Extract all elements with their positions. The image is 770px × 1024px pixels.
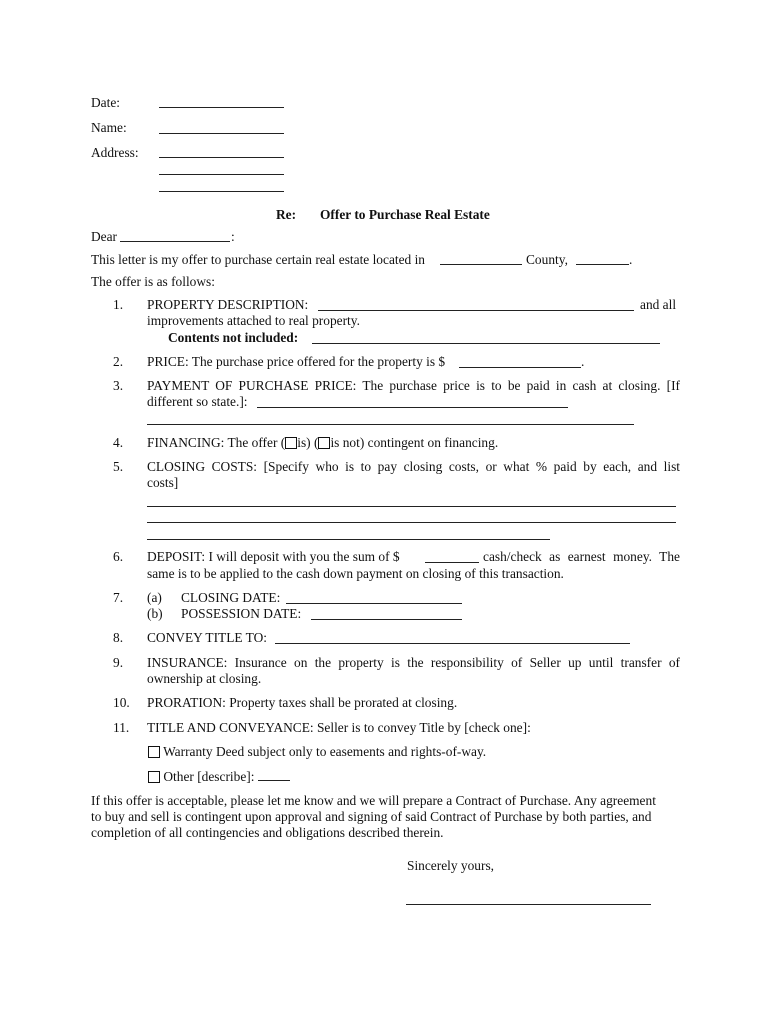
location-field[interactable] [440,264,522,265]
convey-title-label: CONVEY TITLE TO: [147,630,268,645]
item-6-number: 6. [113,549,124,564]
convey-title-field[interactable] [275,643,630,644]
deposit-amount-field[interactable] [425,562,479,563]
address-field-line-1[interactable] [159,157,284,158]
recipient-name-field[interactable] [120,241,230,242]
item-6-line-2: same is to be applied to the cash down payment on closing of this transaction. [147,566,564,581]
financing-is-not-checkbox[interactable] [318,437,330,449]
closing-paragraph-line-3: completion of all contingencies and obligations described therein. [91,825,444,840]
item-5-number: 5. [113,459,124,474]
closing-paragraph-line-1: If this offer is acceptable, please let me know and we will prepare a Contract of Purchase. Any agreement [91,793,656,808]
address-field-line-3[interactable] [159,191,284,192]
item-7b-label: (b) [147,606,163,621]
item-1-continuation: improvements attached to real property. [147,313,360,328]
item-9-line-2: ownership at closing. [147,671,262,686]
date-label: Date: [91,95,120,110]
item-2-end: . [581,354,585,369]
closing-costs-field-1[interactable] [147,506,676,507]
intro-offer-text: The offer is as follows: [91,274,215,289]
item-2-text: PRICE: The purchase price offered for the property is $ [147,354,446,369]
name-field[interactable] [159,133,284,134]
payment-details-field-1[interactable] [257,407,568,408]
item-4-number: 4. [113,435,124,450]
intro-text: This letter is my offer to purchase certain real estate located in [91,252,426,267]
item-10-text: PRORATION: Property taxes shall be prorated at closing. [147,695,458,710]
intro-period: . [629,252,633,267]
item-7-number: 7. [113,590,124,605]
salutation-colon: : [231,229,235,244]
county-label: County, [526,252,568,267]
name-label: Name: [91,120,127,135]
re-label: Re: [276,207,297,222]
item-1-label: PROPERTY DESCRIPTION: [147,297,309,312]
possession-date-label: POSSESSION DATE: [181,606,302,621]
item-9-line-1: INSURANCE: Insurance on the property is the responsibility of Seller up until transfer of [147,655,680,670]
closing-date-label: CLOSING DATE: [181,590,281,605]
item-6-text-b: cash/check as earnest money. The [483,549,680,564]
contents-not-included-label: Contents not included: [168,330,299,345]
item-4-text-a: FINANCING: The offer ( [147,435,286,450]
possession-date-field[interactable] [311,619,462,620]
closing-paragraph-line-2: to buy and sell is contingent upon approval and signing of said Contract of Purchase by both parties, and [91,809,652,824]
item-2-number: 2. [113,354,124,369]
document-title: Offer to Purchase Real Estate [320,207,490,222]
item-1-number: 1. [113,297,124,312]
address-label: Address: [91,145,139,160]
item-7a-label: (a) [147,590,162,605]
item-6-text-a: DEPOSIT: I will deposit with you the sum of $ [147,549,400,564]
other-label: Other [describe]: [163,769,255,784]
other-checkbox[interactable] [148,771,160,783]
price-field[interactable] [459,367,581,368]
warranty-deed-label: Warranty Deed subject only to easements and rights-of-way. [163,744,487,759]
signature-field[interactable] [406,904,651,905]
item-9-number: 9. [113,655,124,670]
item-5-line-1: CLOSING COSTS: [Specify who is to pay closing costs, or what % paid by each, and list [147,459,680,474]
contents-not-included-field[interactable] [312,343,660,344]
closing-costs-field-2[interactable] [147,522,676,523]
item-4-financing-line [147,435,498,451]
item-3-line-2: different so state.]: [147,394,248,409]
salutation-dear: Dear [91,229,118,244]
address-field-line-2[interactable] [159,174,284,175]
item-5-line-2: costs] [147,475,179,490]
closing-date-field[interactable] [286,603,462,604]
other-describe-field[interactable] [258,768,290,781]
item-8-number: 8. [113,630,124,645]
property-description-field[interactable] [318,310,634,311]
financing-is-checkbox[interactable] [285,437,297,449]
item-3-number: 3. [113,378,124,393]
payment-details-field-2[interactable] [147,424,634,425]
warranty-deed-checkbox[interactable] [148,746,160,758]
item-1-tail: and all [640,297,677,312]
item-4-text-b: is) ( [297,435,319,450]
closing-costs-field-3[interactable] [147,539,550,540]
date-field[interactable] [159,107,284,108]
signoff-text: Sincerely yours, [407,858,495,873]
other-option [148,768,290,785]
item-3-line-1: PAYMENT OF PURCHASE PRICE: The purchase price is to be paid in cash at closing. [If [147,378,680,393]
item-4-text-c: is not) contingent on financing. [330,435,499,450]
warranty-deed-option [148,744,486,760]
item-10-number: 10. [113,695,130,710]
county-field[interactable] [576,264,629,265]
item-11-text: TITLE AND CONVEYANCE: Seller is to convey Title by [check one]: [147,720,531,735]
item-11-number: 11. [113,720,130,735]
